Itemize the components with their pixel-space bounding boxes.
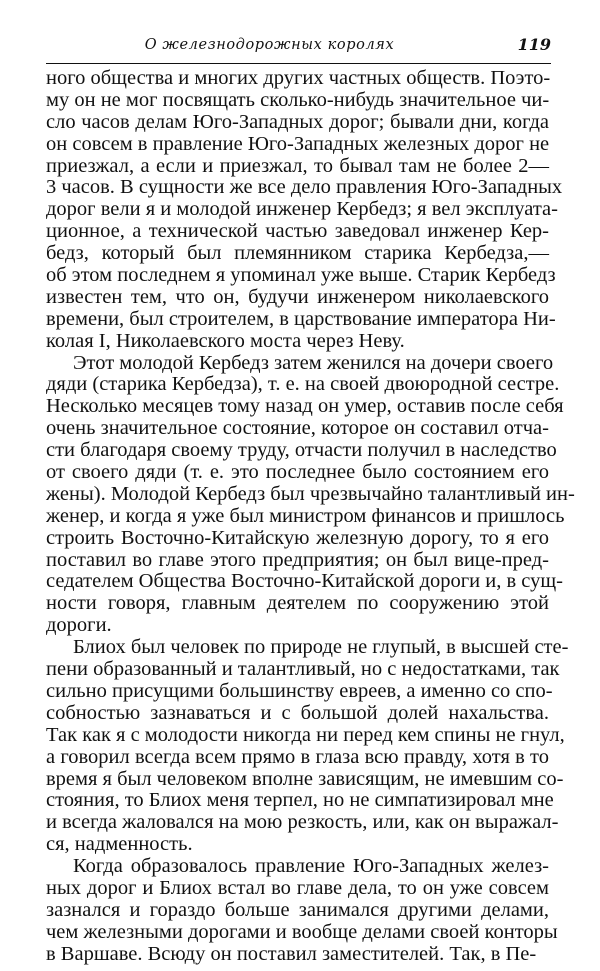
text-line: а говорил всегда всем прямо в глаза всю правду, хотя в то: [46, 745, 549, 768]
page-number: 119: [517, 35, 551, 54]
text-line: известен тем, что он, будучи инженером николаевского: [46, 285, 549, 308]
text-line: дороги.: [46, 614, 112, 637]
text-line: чем железными дорогами и вообще делами своей конторы: [46, 920, 558, 943]
text-line: строить Восточно-Китайскую железную дорогу, то я его: [46, 526, 549, 549]
text-line: очень значительное состояние, которое он составил отча-: [46, 417, 549, 440]
text-line: он совсем в правление Юго-Западных железных дорог не: [46, 132, 550, 155]
text-line: собностью зазнаваться и с большой долей нахальства.: [46, 701, 549, 724]
text-line: пени образованный и талантливый, но с недостатками, так: [46, 658, 560, 681]
body-text: [46, 67, 575, 966]
text-line: Несколько месяцев тому назад он умер, оставив после себя: [46, 395, 564, 418]
paragraph: [46, 636, 569, 856]
paragraph: [46, 855, 558, 965]
text-line: ных дорог и Блиох встал во главе дела, то он уже совсем: [46, 876, 549, 899]
text-line: от своего дяди (т. е. это последнее было состоянием его: [46, 461, 549, 484]
text-line: дяди (старика Кербедза), т. е. на своей двоюродной сестре.: [46, 373, 560, 396]
text-line: ся, надменность.: [46, 833, 193, 856]
text-line: Этот молодой Кербедз затем женился на дочери своего: [73, 351, 554, 374]
text-line: ности говоря, главным деятелем по сооружению этой: [46, 592, 549, 615]
text-line: ного общества и многих других частных обществ. Поэто-: [46, 67, 551, 89]
paragraph: [46, 351, 575, 638]
text-line: Блиох был человек по природе не глупый, в высшей сте-: [73, 636, 569, 659]
text-line: время я был человеком вполне зависящим, не имевшим со-: [46, 767, 564, 790]
running-title: О железнодорожных королях: [144, 37, 395, 53]
text-line: бедз, который был племянником старика Кербедза,—: [46, 242, 549, 265]
text-line: приезжал, а если и приезжал, то бывал там не более 2—: [46, 154, 549, 177]
text-line: ционное, а технической частью заведовал инженер Кер-: [46, 220, 549, 243]
text-line: в Варшаве. Всюду он поставил заместителей. Так, в Пе-: [46, 942, 537, 965]
text-line: времени, был строителем, в царствование императора Ни-: [46, 307, 556, 330]
text-line: колая I, Николаевского моста через Неву.: [46, 329, 405, 352]
header-rule: [46, 63, 551, 64]
page-header: [46, 37, 551, 61]
text-line: сти благодаря своему труду, отчасти получил в наследство: [46, 439, 557, 462]
text-line: Так как я с молодости никогда ни перед кем спины не гнул,: [46, 723, 565, 746]
text-line: дорог вели я и молодой инженер Кербедз; я вел эксплуата-: [46, 198, 558, 221]
text-line: стояния, то Блиох меня терпел, но не симпатизировал мне: [46, 789, 554, 812]
text-line: сло часов делам Юго-Западных дорог; бывали дни, когда: [46, 110, 549, 133]
text-line: и всегда жаловался на мою резкость, или, как он выражал-: [46, 811, 559, 834]
text-line: Когда образовалось правление Юго-Западных желез-: [73, 855, 549, 878]
text-line: об этом последнем я упоминал уже выше. Старик Кербедз: [46, 264, 556, 287]
text-line: седателем Общества Восточно-Китайской дороги и, в сущ-: [46, 570, 563, 593]
text-line: жены). Молодой Кербедз был чрезвычайно талантливый ин-: [46, 482, 575, 505]
text-line: сильно присущими большинству евреев, а именно со спо-: [46, 679, 553, 702]
text-line: зазнался и гораздо больше занимался другими делами,: [46, 898, 549, 921]
text-line: поставил во главе этого предприятия; он был вице-пред-: [46, 548, 549, 571]
text-line: 3 часов. В сущности же все дело правления Юго-Западных: [46, 176, 563, 199]
text-line: женер, и когда я уже был министром финансов и пришлось: [46, 504, 565, 527]
text-line: му он не мог посвящать сколько-нибудь значительное чи-: [46, 88, 550, 111]
paragraph: [46, 67, 563, 353]
